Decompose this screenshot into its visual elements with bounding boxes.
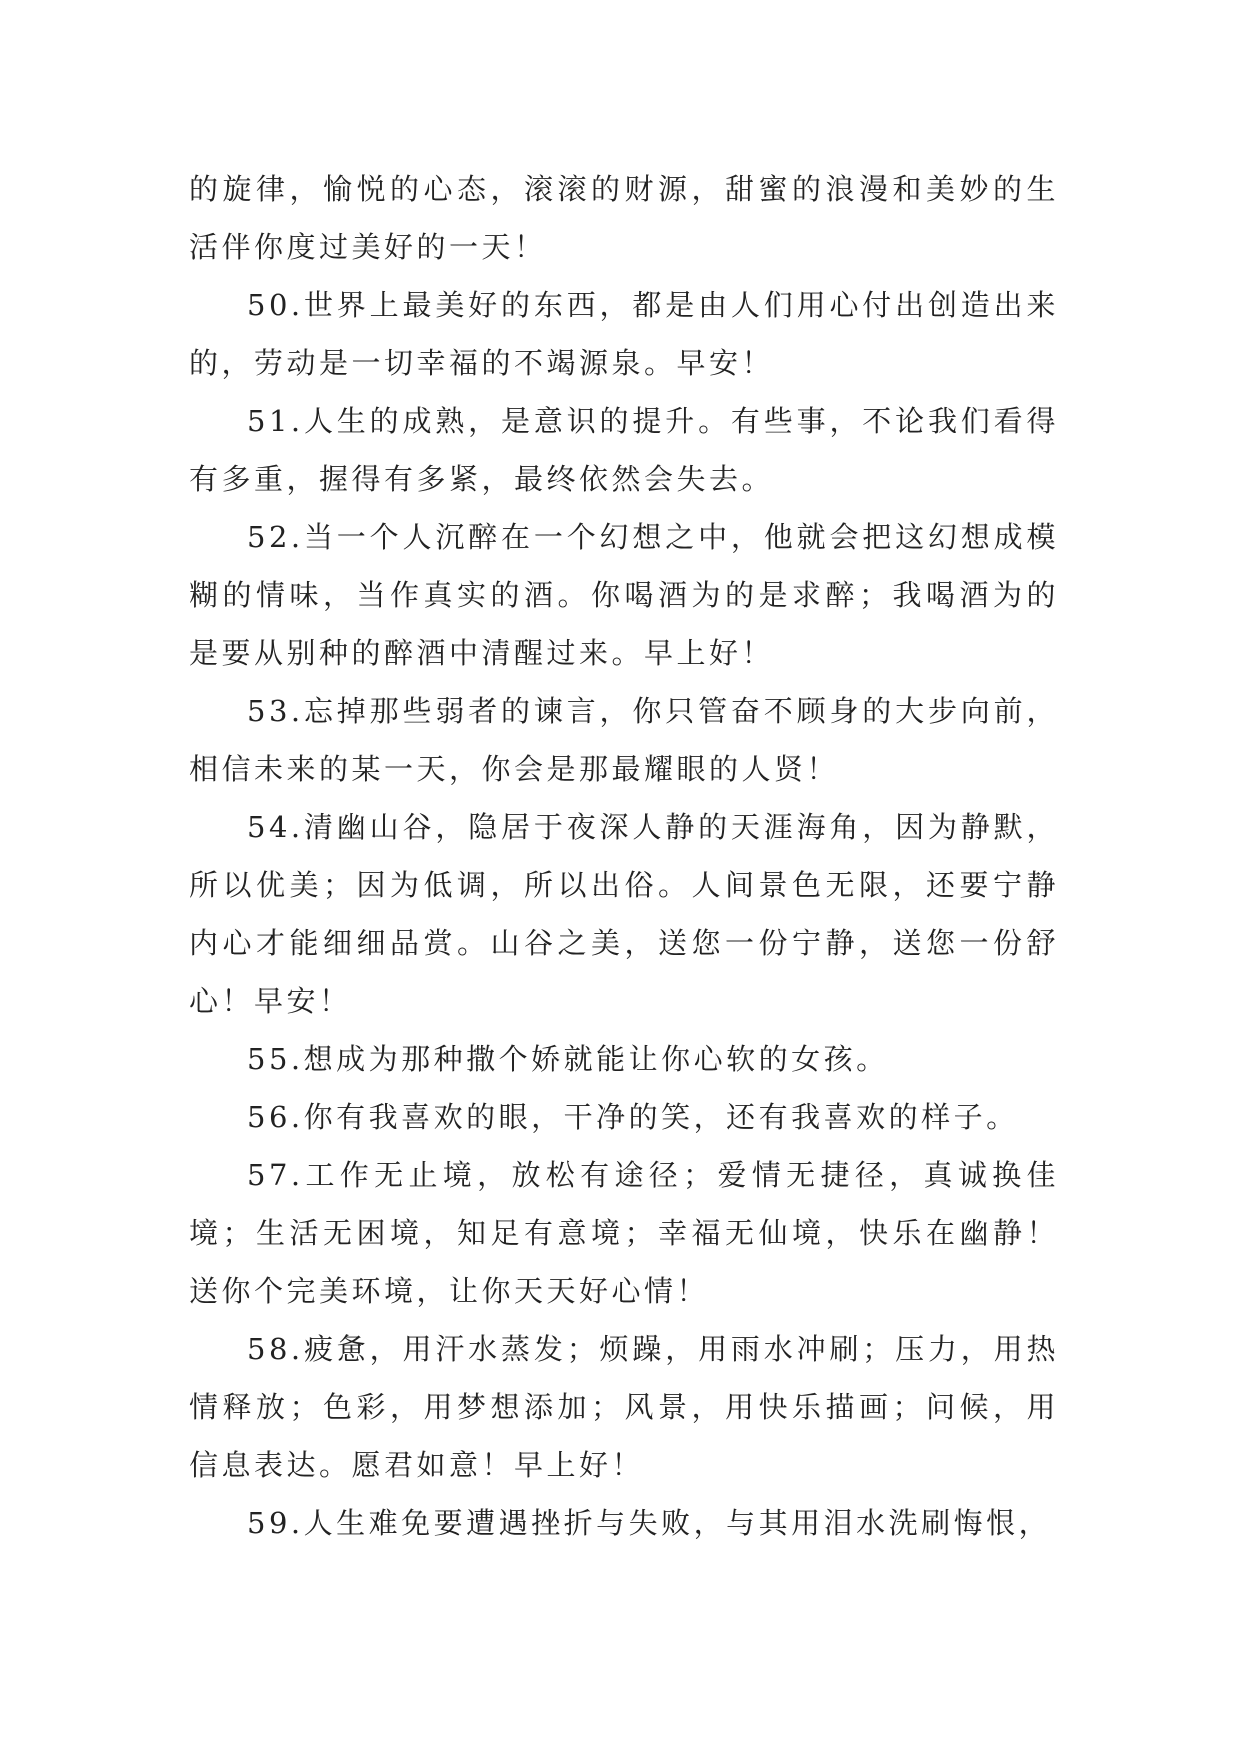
paragraph-59: 59.人生难免要遭遇挫折与失败，与其用泪水洗刷悔恨， [247, 1506, 1052, 1540]
paragraph-56: 56.你有我喜欢的眼，干净的笑，还有我喜欢的样子。 [247, 1100, 1019, 1134]
paragraph-52: 52.当一个人沉醉在一个幻想之中，他就会把这幻想成模糊的情味，当作真实的酒。你喝酒为的是求醉；我喝酒为的是要从别种的醉酒中清醒过来。早上好！ [189, 520, 1059, 670]
paragraph-51: 51.人生的成熟，是意识的提升。有些事，不论我们看得有多重，握得有多紧，最终依然会失去。 [189, 404, 1059, 496]
paragraph-53: 53.忘掉那些弱者的谏言，你只管奋不顾身的大步向前，相信未来的某一天，你会是那最耀眼的人贤！ [189, 694, 1059, 786]
paragraph-54: 54.清幽山谷，隐居于夜深人静的天涯海角，因为静默，所以优美；因为低调，所以出俗。人间景色无限，还要宁静内心才能细细品赏。山谷之美，送您一份宁静，送您一份舒心！早安！ [189, 810, 1059, 1018]
paragraph-continued: 的旋律，愉悦的心态，滚滚的财源，甜蜜的浪漫和美妙的生活伴你度过美好的一天！ [189, 172, 1059, 264]
paragraph-50: 50.世界上最美好的东西，都是由人们用心付出创造出来的，劳动是一切幸福的不竭源泉。早安！ [189, 288, 1059, 380]
paragraph-57: 57.工作无止境，放松有途径；爱情无捷径，真诚换佳境；生活无困境，知足有意境；幸福无仙境，快乐在幽静！送你个完美环境，让你天天好心情！ [189, 1158, 1059, 1308]
paragraph-55: 55.想成为那种撒个娇就能让你心软的女孩。 [247, 1042, 889, 1076]
paragraph-58: 58.疲惫，用汗水蒸发；烦躁，用雨水冲刷；压力，用热情释放；色彩，用梦想添加；风景，用快乐描画；问候，用信息表达。愿君如意！早上好！ [189, 1332, 1059, 1482]
document-page [189, 160, 1059, 1552]
